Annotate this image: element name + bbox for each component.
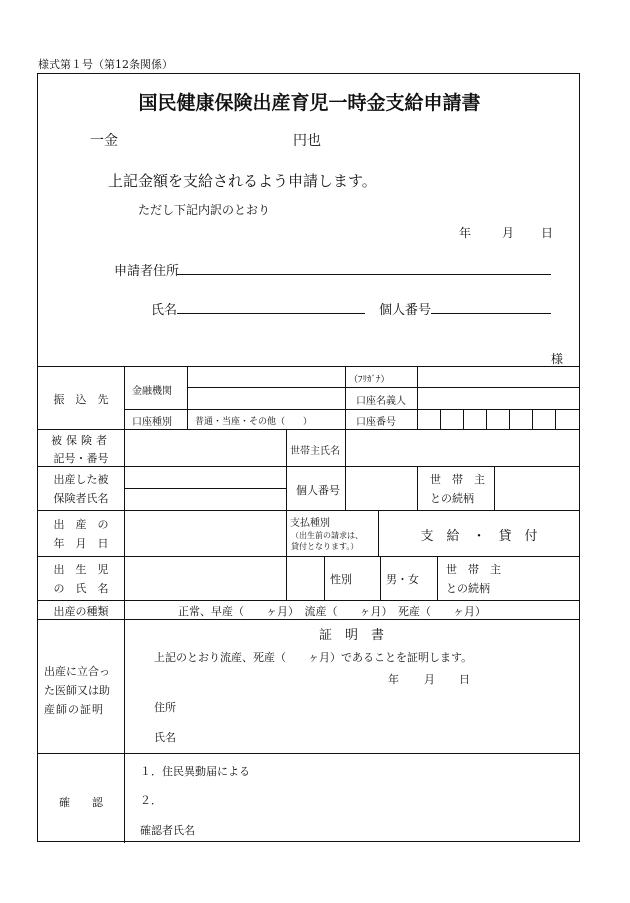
applicant-name-field[interactable] — [177, 297, 365, 314]
amount-prefix: 一金 — [90, 133, 118, 149]
account-type-label: 口座種別 — [132, 417, 172, 428]
form-reference: 様式第１号（第12条関係） — [38, 58, 173, 71]
birth-type-options[interactable]: 正常、早産（ ヶ月） 流産（ ヶ月） 死産（ ヶ月） — [178, 605, 486, 618]
birth-type-label: 出産の種類 — [53, 605, 109, 618]
honorific: 様 — [551, 352, 564, 366]
date-year-label: 年 — [459, 226, 472, 240]
payment-type-note-line2: 貸付となります。） — [291, 542, 359, 551]
request-statement: 上記金額を支給されるよう申請します。 — [108, 172, 377, 190]
my-number-label: 個人番号 — [296, 484, 340, 497]
certificate-address-label: 住所 — [154, 701, 176, 714]
sex-options[interactable]: 男・女 — [386, 573, 419, 586]
relation-label-line2: との続柄 — [430, 492, 474, 505]
birth-date-label-line2: 年 月 日 — [53, 537, 109, 550]
applicant-address-label: 申請者住所 — [114, 264, 180, 279]
relation-label-line1: 世 帯 主 — [430, 473, 485, 486]
birth-insured-name-field[interactable] — [125, 489, 285, 509]
certificate-address-field[interactable] — [178, 695, 573, 715]
applicant-address-field[interactable] — [177, 258, 551, 275]
insured-number-field[interactable] — [125, 430, 285, 465]
confirmation-item2[interactable]: ２． — [140, 794, 162, 807]
applicant-my-number-field[interactable] — [431, 297, 551, 314]
application-form — [37, 73, 580, 842]
relation-field[interactable] — [495, 467, 578, 509]
certificate-label-line3: 産師の証明 — [44, 703, 104, 716]
amount-suffix: 円也 — [293, 133, 321, 149]
birth-date-field[interactable] — [125, 511, 285, 555]
account-number-label: 口座番号 — [356, 417, 396, 428]
child-name-extra-field[interactable] — [287, 557, 323, 599]
furigana-label: （ﾌﾘｶﾞﾅ） — [349, 375, 390, 385]
rule — [124, 753, 125, 843]
account-type-options[interactable]: 普通・当座・その他（ ） — [195, 417, 313, 427]
certificate-month-label: 月 — [424, 673, 435, 686]
rule — [38, 619, 579, 620]
form-title: 国民健康保険出産育児一時金支給申請書 — [138, 92, 481, 114]
confirmer-name-field[interactable] — [208, 818, 573, 838]
certificate-name-field[interactable] — [178, 725, 573, 745]
rule — [38, 753, 579, 754]
child-relation-label-line2: との続柄 — [446, 582, 490, 595]
rule — [324, 556, 325, 600]
rule — [345, 366, 346, 429]
certificate-statement: 上記のとおり流産、死産（ ヶ月）であることを証明します。 — [154, 651, 473, 664]
payment-options[interactable]: 支 給 ・ 貸 付 — [420, 529, 538, 544]
child-relation-label-line1: 世 帯 主 — [446, 563, 501, 576]
date-month-label: 月 — [502, 226, 515, 240]
confirmer-name-label: 確認者氏名 — [140, 824, 195, 837]
applicant-my-number-label: 個人番号 — [379, 303, 432, 318]
household-head-name-field[interactable] — [346, 430, 578, 465]
birth-insured-furigana-field[interactable] — [125, 467, 285, 487]
amount-field[interactable] — [128, 131, 286, 149]
rule — [38, 510, 579, 511]
certificate-title: 証 明 書 — [318, 628, 384, 643]
certificate-name-label: 氏名 — [154, 731, 176, 744]
insured-number-label-line1: 被保険者 — [51, 434, 111, 447]
branch-field[interactable] — [188, 388, 344, 408]
sex-label: 性別 — [330, 573, 352, 586]
rule — [38, 600, 579, 601]
account-holder-field[interactable] — [418, 388, 578, 408]
rule — [437, 556, 438, 600]
household-head-name-label: 世帯主氏名 — [290, 446, 340, 457]
insured-number-label-line2: 記号・番号 — [53, 452, 109, 465]
payment-type-note-line1: （出生前の請求は、 — [291, 531, 363, 540]
rule — [380, 556, 381, 600]
confirmation-item1[interactable]: １．住民異動届による — [140, 765, 250, 778]
certificate-label-line1: 出産に立合っ — [44, 665, 110, 678]
child-name-label-line1: 出 生 児 — [53, 563, 109, 576]
child-name-field[interactable] — [125, 557, 285, 599]
rule — [417, 466, 418, 510]
certificate-label-line2: た医師又は助 — [44, 684, 110, 697]
institution-label: 金融機関 — [132, 386, 172, 397]
birth-date-label-line1: 出 産 の — [53, 518, 109, 531]
child-relation-field[interactable] — [508, 557, 578, 599]
date-day-label: 日 — [541, 226, 554, 240]
my-number-field[interactable] — [346, 467, 416, 509]
holder-furigana-field[interactable] — [418, 367, 578, 386]
applicant-name-label: 氏名 — [151, 303, 178, 318]
certificate-year-label: 年 — [388, 673, 399, 686]
bank-section-label: 振 込 先 — [53, 393, 109, 406]
child-name-label-line2: の 氏 名 — [53, 582, 109, 595]
institution-field[interactable] — [188, 367, 344, 386]
account-number-field[interactable] — [418, 410, 578, 428]
payment-type-label: 支払種別 — [290, 518, 330, 529]
breakdown-note: ただし下記内訳のとおり — [138, 203, 271, 217]
birth-insured-label-line1: 出産した被 — [53, 473, 109, 486]
confirmation-label: 確 認 — [59, 796, 103, 809]
account-holder-label: 口座名義人 — [356, 396, 406, 407]
certificate-day-label: 日 — [459, 673, 470, 686]
rule — [345, 387, 417, 388]
birth-insured-label-line2: 保険者氏名 — [53, 492, 109, 505]
